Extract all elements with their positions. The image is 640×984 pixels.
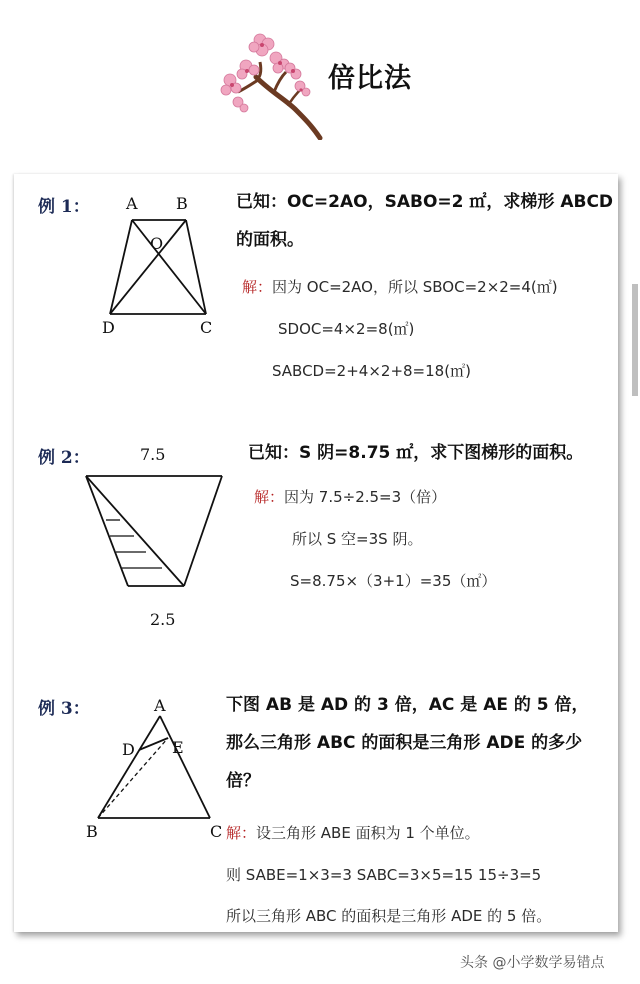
example-3-label: 例 3： (38, 699, 90, 719)
cherry-blossom-icon (216, 22, 326, 140)
example-3-problem (226, 686, 589, 800)
example-2-solution-line-1: 解：因为 7.5÷2.5=3（倍） (254, 488, 447, 506)
ex1-point-a: A (126, 194, 138, 213)
solution-prefix: 解： (242, 278, 273, 296)
example-1-solution-line-1: 解：因为 OC=2AO，所以 SBOC=2×2=4(㎡) (242, 278, 558, 296)
example-3-solution-line-3: 所以三角形 ABC 的面积是三角形 ADE 的 5 倍。 (226, 907, 552, 925)
ex2-bottom-length: 2.5 (150, 610, 176, 629)
example-2-problem: 已知：S 阴=8.75 ㎡，求下图梯形的面积。 (248, 443, 584, 463)
ex1-point-d: D (102, 318, 115, 337)
example-3-problem-line-2: 那么三角形 ABC 的面积是三角形 ADE 的多少 (226, 733, 583, 753)
example-1-trapezoid-figure (100, 210, 220, 320)
ex3-point-b: B (86, 822, 98, 841)
ex1-point-c: C (200, 318, 213, 337)
ex3-point-e: E (172, 738, 184, 757)
ex1-point-o: O (150, 234, 164, 253)
example-1-solution-line-2: SDOC=4×2=8(㎡) (278, 320, 415, 338)
example-3-problem-line-1: 下图 AB 是 AD 的 3 倍，AC 是 AE 的 5 倍， (226, 695, 589, 715)
example-2-trapezoid-figure (80, 470, 230, 592)
solution-prefix: 解： (254, 488, 285, 506)
example-3-problem-line-3: 倍？ (226, 771, 260, 791)
example-3-solution-line-2: 则 SABE=1×3=3 SABC=3×5=15 15÷3=5 (226, 866, 542, 884)
example-1-problem-line-2: 的面积。 (236, 230, 304, 250)
solution-prefix: 解： (226, 824, 257, 842)
ex3-point-c: C (210, 822, 223, 841)
example-2-solution-line-2: 所以 S 空=3S 阴。 (292, 530, 423, 548)
example-3-solution-line-1: 解：设三角形 ABE 面积为 1 个单位。 (226, 824, 480, 842)
example-1-solution-line-3: SABCD=2+4×2+8=18(㎡) (272, 362, 471, 380)
ex3-point-a: A (154, 696, 166, 715)
ex2-top-length: 7.5 (140, 445, 166, 464)
example-1-label: 例 1： (38, 197, 90, 217)
watermark: 头条 @小学数学易错点 (460, 955, 605, 971)
header (0, 0, 640, 150)
example-1-problem (236, 183, 613, 259)
example-2-label: 例 2： (38, 448, 90, 468)
ex1-point-b: B (176, 194, 188, 213)
example-2-solution-line-3: S=8.75×（3+1）=35（㎡） (290, 572, 497, 590)
page-title: 倍比法 (328, 63, 412, 94)
scroll-edge (632, 284, 638, 396)
example-3-triangle-figure (92, 712, 218, 824)
ex3-point-d: D (122, 740, 135, 759)
example-1-problem-line-1: 已知：OC=2AO，SABO=2 ㎡，求梯形 ABCD (236, 192, 614, 212)
